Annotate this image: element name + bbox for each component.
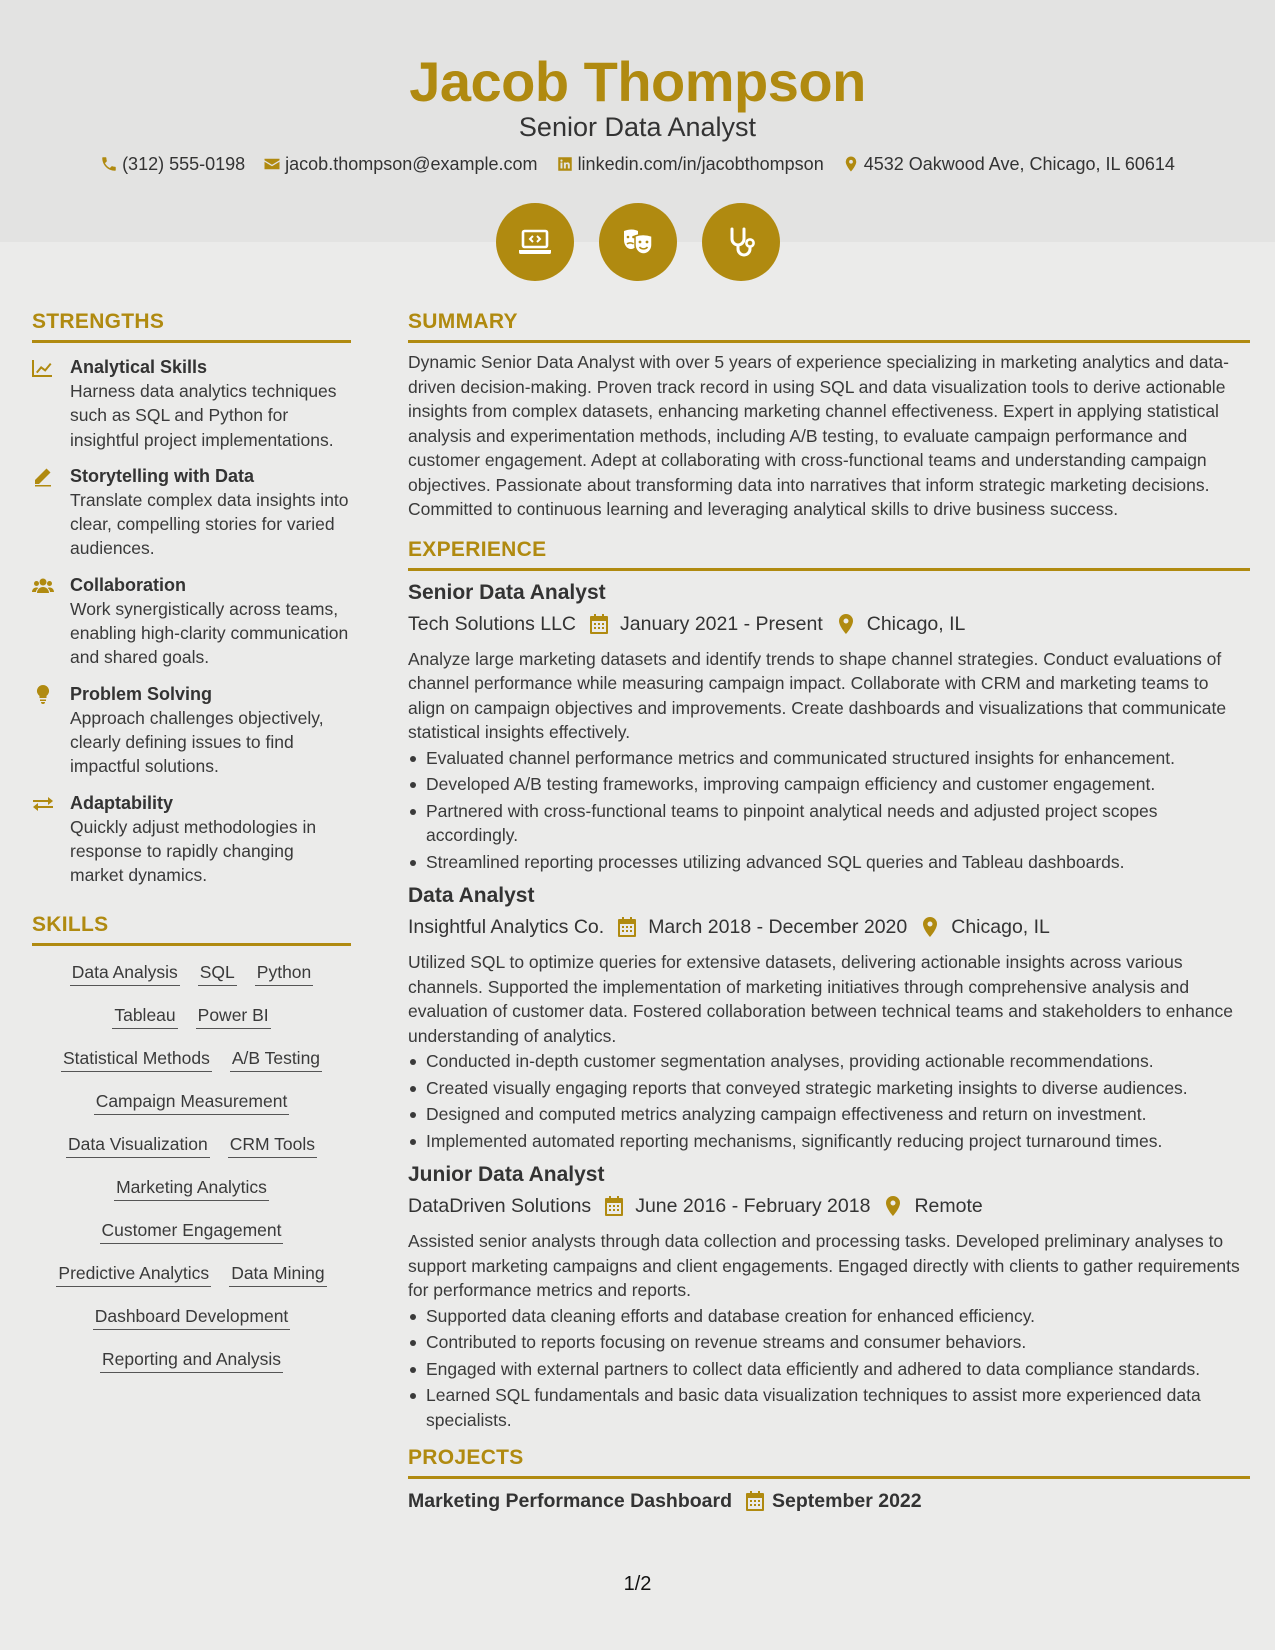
job-bullet: Learned SQL fundamentals and basic data visualization techniques to assist more experienced data specialists. [408,1383,1250,1432]
job-description: Analyze large marketing datasets and identify trends to shape channel strategies. Conduct evaluations of channel performance while measuring campaign impact. Collaborate with CRM and marketing teams to align on campaign objectives and improvements. Create dashboards and visualizations that communicate statistical insights effectively. [408,648,1227,742]
strength-name: Problem Solving [70,683,213,704]
job-company: Insightful Analytics Co. [408,916,605,938]
linkedin-icon [556,155,574,173]
skill-tag: Data Visualization [66,1132,210,1158]
users-icon [32,576,54,596]
strength-desc: Approach challenges objectively, clearly defining issues to find impactful solutions. [70,707,324,777]
strength-desc: Harness data analytics techniques such as SQL and Python for insightful project implementations. [70,381,337,450]
stethoscope-icon [721,222,761,262]
strength-item [32,355,351,452]
job-entry [408,579,1250,875]
job-location: Chicago, IL [866,612,966,635]
theater-masks-icon [618,222,658,262]
right-column [408,306,1250,1515]
job-bullets [408,1049,1250,1153]
skill-tag: Tableau [112,1003,177,1029]
chart-line-icon [32,358,54,378]
job-role: Senior Data Analyst [408,580,606,604]
job-bullet: Streamlined reporting processes utilizing advanced SQL queries and Tableau dashboards. [408,850,1250,875]
job-meta [408,1191,1250,1221]
page-number: 1/2 [623,1573,652,1595]
interest-badges [0,203,1275,281]
badge-laptop [496,203,574,281]
job-dates: June 2016 - February 2018 [635,1195,871,1217]
strength-name: Collaboration [70,574,186,595]
contact-address-text: 4532 Oakwood Ave, Chicago, IL 60614 [863,154,1175,174]
job-bullet: Evaluated channel performance metrics and communicated structured insights for enhancement. [408,746,1250,771]
calendar-icon [618,917,636,937]
job-bullet: Developed A/B testing frameworks, improving campaign efficiency and customer engagement. [408,772,1250,797]
job-location: Chicago, IL [951,916,1050,938]
strength-desc: Quickly adjust methodologies in response to rapidly changing market dynamics. [70,816,317,886]
job-description: Utilized SQL to optimize queries for extensive datasets, delivering actionable insights across various channels. Supported the implementation of marketing initiatives through comprehensive analysis and evaluation of customer data. Fostered collaboration between technical teams and stakeholders to enhance understanding of analytics. [408,952,1233,1046]
strength-desc: Translate complex data insights into clear, compelling stories for varied audiences. [70,489,349,559]
job-entry [408,1161,1250,1432]
skill-tag: CRM Tools [228,1132,317,1158]
skill-tag: Dashboard Development [93,1304,291,1330]
job-bullet: Supported data cleaning efforts and database creation for enhanced efficiency. [408,1304,1250,1329]
skill-tag: Statistical Methods [61,1046,212,1072]
strength-item [32,791,351,888]
location-pin-icon [837,614,855,634]
job-bullet: Conducted in-depth customer segmentation analyses, providing actionable recommendations. [408,1049,1250,1074]
contact-linkedin-text[interactable]: linkedin.com/in/jacobthompson [577,154,824,174]
projects-heading: PROJECTS [408,1442,1250,1479]
strength-name: Analytical Skills [70,357,208,377]
job-bullet: Engaged with external partners to collect data efficiently and adhered to data compliance standards. [408,1357,1250,1382]
job-dates: January 2021 - Present [620,612,823,635]
skill-tag: Predictive Analytics [56,1261,211,1287]
exchange-arrows-icon [32,794,54,814]
badge-stethoscope [702,203,780,281]
job-bullet: Contributed to reports focusing on revenue streams and consumer behaviors. [408,1330,1250,1355]
skill-tag: Python [255,960,313,986]
skill-tag: Marketing Analytics [114,1175,269,1201]
laptop-code-icon [515,222,555,262]
left-column [32,306,351,1390]
badge-masks [599,203,677,281]
summary-text: Dynamic Senior Data Analyst with over 5 years of experience specializing in marketing analytics and data-driven decision-making. Proven track record in using SQL and data visualization tools to derive actionable insights from complex datasets, enhancing marketing channel effectiveness. Expert in applying statistical analysis and experimentation methods, including A/B testing, to evaluate campaign performance and customer engagement. Adept at collaborating with cross-functional teams and understanding campaign objectives. Passionate about transforming data into narratives that inform strategic marketing decisions. Committed to continuous learning and leveraging analytical skills to drive business success. [408,352,1229,519]
contact-email-text[interactable]: jacob.thompson@example.com [285,154,538,174]
job-entry [408,882,1250,1153]
skills-list [32,960,351,1373]
job-meta [408,912,1250,942]
summary-heading: SUMMARY [408,306,1250,343]
contact-bar [0,152,1275,176]
location-pin-icon [921,917,939,937]
job-bullets [408,1304,1250,1433]
lightbulb-icon [32,685,54,705]
location-pin-icon [842,155,860,173]
strength-item [32,464,351,561]
skill-tag: Customer Engagement [100,1218,284,1244]
job-meta [408,609,1250,639]
envelope-icon [263,155,281,173]
project-date: September 2022 [772,1490,922,1512]
calendar-icon [746,1491,764,1511]
skill-tag: Campaign Measurement [94,1089,290,1115]
job-company: DataDriven Solutions [408,1195,592,1217]
pencil-icon [32,467,54,487]
phone-icon [100,155,118,173]
strength-item [32,573,351,670]
calendar-icon [590,614,608,634]
skill-tag: Reporting and Analysis [100,1347,283,1373]
skill-tag: A/B Testing [230,1046,322,1072]
strength-name: Storytelling with Data [70,465,255,486]
skill-tag: Power BI [196,1003,271,1029]
job-location: Remote [914,1195,983,1217]
contact-phone-text: (312) 555-0198 [122,154,246,174]
job-role: Junior Data Analyst [408,1163,605,1186]
strength-item [32,682,351,779]
contact-phone [100,152,245,176]
contact-email[interactable] [263,152,537,176]
contact-linkedin[interactable] [556,152,824,176]
skill-tag: Data Mining [229,1261,326,1287]
skills-heading: SKILLS [32,909,351,946]
job-bullet: Implemented automated reporting mechanisms, significantly reducing project turnaround times. [408,1129,1250,1154]
job-company: Tech Solutions LLC [408,612,577,635]
skill-tag: SQL [198,960,237,986]
contact-address [842,152,1175,176]
candidate-name: Jacob Thompson [409,50,866,113]
project-entry [408,1487,1250,1515]
job-dates: March 2018 - December 2020 [648,916,908,938]
experience-heading: EXPERIENCE [408,534,1250,571]
location-pin-icon [884,1196,902,1216]
skill-tag: Data Analysis [70,960,180,986]
candidate-title: Senior Data Analyst [518,112,757,142]
strength-desc: Work synergistically across teams, enabling high-clarity communication and shared goals. [70,598,349,668]
job-bullets [408,746,1250,875]
strengths-heading: STRENGTHS [32,306,351,343]
job-bullet: Created visually engaging reports that conveyed strategic marketing insights to diverse audiences. [408,1076,1250,1101]
job-bullet: Designed and computed metrics analyzing campaign effectiveness and return on investment. [408,1102,1250,1127]
job-bullet: Partnered with cross-functional teams to pinpoint analytical needs and adjusted project scopes accordingly. [408,799,1250,848]
strength-name: Adaptability [70,792,174,813]
project-name: Marketing Performance Dashboard [408,1490,733,1512]
job-description: Assisted senior analysts through data collection and processing tasks. Developed preliminary analyses to support marketing campaigns and client engagements. Engaged directly with clients to gather requirements for performance metrics and reports. [408,1231,1240,1300]
calendar-icon [605,1196,623,1216]
job-role: Data Analyst [408,884,535,907]
